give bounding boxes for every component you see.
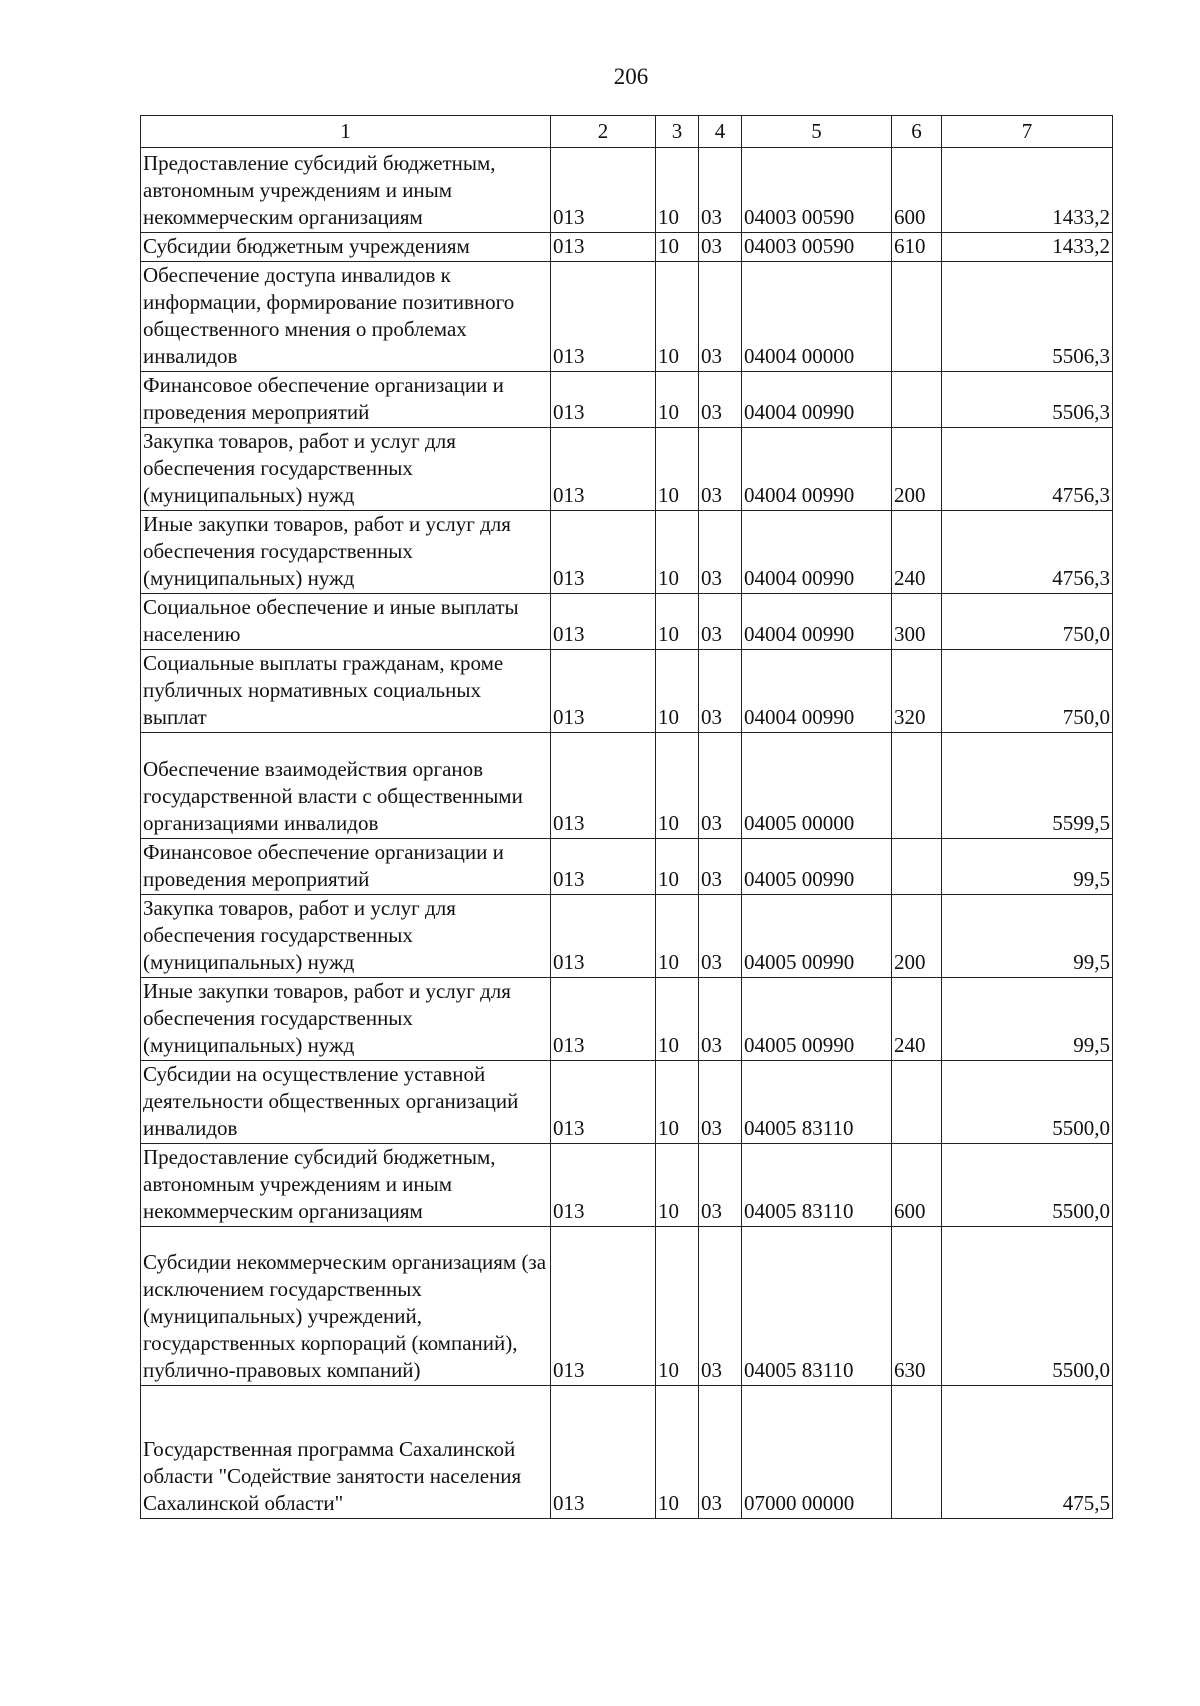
row-section-code: 10 [656, 1061, 699, 1144]
row-ministry-code: 013 [551, 733, 656, 839]
row-ministry-code: 013 [551, 233, 656, 262]
row-amount: 99,5 [942, 839, 1113, 895]
row-subsection-code: 03 [699, 1061, 742, 1144]
row-section-code: 10 [656, 148, 699, 233]
row-name: Обеспечение доступа инвалидов к информации, формирование позитивного общественного мнения о проблемах инвалидов [141, 262, 551, 372]
row-target-code: 04005 00990 [742, 895, 892, 978]
row-ministry-code: 013 [551, 1227, 656, 1386]
row-target-code: 04004 00990 [742, 511, 892, 594]
table-row [141, 1061, 1113, 1144]
row-name: Социальное обеспечение и иные выплаты населению [141, 594, 551, 650]
row-target-code: 04004 00990 [742, 650, 892, 733]
header-col-7: 7 [942, 116, 1113, 148]
row-subsection-code: 03 [699, 594, 742, 650]
row-ministry-code: 013 [551, 895, 656, 978]
row-name: Социальные выплаты гражданам, кроме публичных нормативных социальных выплат [141, 650, 551, 733]
row-section-code: 10 [656, 733, 699, 839]
row-name: Иные закупки товаров, работ и услуг для обеспечения государственных (муниципальных) нужд [141, 978, 551, 1061]
header-col-5: 5 [742, 116, 892, 148]
row-expense-code: 200 [892, 895, 942, 978]
row-name: Предоставление субсидий бюджетным, автономным учреждениям и иным некоммерческим организациям [141, 148, 551, 233]
row-expense-code: 300 [892, 594, 942, 650]
row-section-code: 10 [656, 262, 699, 372]
row-subsection-code: 03 [699, 895, 742, 978]
row-section-code: 10 [656, 511, 699, 594]
row-name: Закупка товаров, работ и услуг для обеспечения государственных (муниципальных) нужд [141, 428, 551, 511]
row-expense-code [892, 839, 942, 895]
row-ministry-code: 013 [551, 594, 656, 650]
row-name: Финансовое обеспечение организации и проведения мероприятий [141, 839, 551, 895]
row-section-code: 10 [656, 978, 699, 1061]
row-amount: 1433,2 [942, 233, 1113, 262]
table-row [141, 262, 1113, 372]
row-ministry-code: 013 [551, 978, 656, 1061]
table-row [141, 148, 1113, 233]
header-col-3: 3 [656, 116, 699, 148]
row-ministry-code: 013 [551, 839, 656, 895]
row-amount: 5500,0 [942, 1061, 1113, 1144]
row-subsection-code: 03 [699, 978, 742, 1061]
row-target-code: 04004 00000 [742, 262, 892, 372]
row-name: Субсидии бюджетным учреждениям [141, 233, 551, 262]
row-subsection-code: 03 [699, 1144, 742, 1227]
row-section-code: 10 [656, 1386, 699, 1519]
row-expense-code: 610 [892, 233, 942, 262]
row-amount: 750,0 [942, 594, 1113, 650]
row-ministry-code: 013 [551, 650, 656, 733]
row-subsection-code: 03 [699, 148, 742, 233]
row-amount: 99,5 [942, 895, 1113, 978]
row-expense-code: 200 [892, 428, 942, 511]
row-amount: 5506,3 [942, 372, 1113, 428]
row-ministry-code: 013 [551, 1061, 656, 1144]
table-row [141, 428, 1113, 511]
row-amount: 4756,3 [942, 428, 1113, 511]
row-subsection-code: 03 [699, 428, 742, 511]
row-name: Иные закупки товаров, работ и услуг для обеспечения государственных (муниципальных) нужд [141, 511, 551, 594]
row-subsection-code: 03 [699, 262, 742, 372]
header-col-2: 2 [551, 116, 656, 148]
row-expense-code: 320 [892, 650, 942, 733]
row-ministry-code: 013 [551, 1144, 656, 1227]
table-body [141, 148, 1113, 1519]
header-col-6: 6 [892, 116, 942, 148]
row-expense-code: 600 [892, 148, 942, 233]
row-name: Государственная программа Сахалинской области "Содействие занятости населения Сахалинской области" [141, 1386, 551, 1519]
row-expense-code: 240 [892, 978, 942, 1061]
row-amount: 5500,0 [942, 1227, 1113, 1386]
row-section-code: 10 [656, 1144, 699, 1227]
row-name: Закупка товаров, работ и услуг для обеспечения государственных (муниципальных) нужд [141, 895, 551, 978]
row-amount: 5599,5 [942, 733, 1113, 839]
row-ministry-code: 013 [551, 372, 656, 428]
row-expense-code [892, 733, 942, 839]
row-ministry-code: 013 [551, 1386, 656, 1519]
row-section-code: 10 [656, 1227, 699, 1386]
row-subsection-code: 03 [699, 1227, 742, 1386]
table-row [141, 839, 1113, 895]
row-amount: 4756,3 [942, 511, 1113, 594]
row-target-code: 07000 00000 [742, 1386, 892, 1519]
row-subsection-code: 03 [699, 1386, 742, 1519]
header-row [141, 116, 1113, 148]
row-target-code: 04005 83110 [742, 1227, 892, 1386]
row-expense-code [892, 262, 942, 372]
row-section-code: 10 [656, 233, 699, 262]
row-target-code: 04005 00000 [742, 733, 892, 839]
row-amount: 1433,2 [942, 148, 1113, 233]
row-subsection-code: 03 [699, 372, 742, 428]
budget-table [140, 115, 1113, 1519]
row-target-code: 04003 00590 [742, 148, 892, 233]
row-name: Финансовое обеспечение организации и проведения мероприятий [141, 372, 551, 428]
row-expense-code [892, 372, 942, 428]
page-number: 206 [613, 64, 649, 89]
header-col-1: 1 [141, 116, 551, 148]
row-ministry-code: 013 [551, 148, 656, 233]
table-row [141, 233, 1113, 262]
table-row [141, 733, 1113, 839]
row-name: Субсидии некоммерческим организациям (за исключением государственных (муниципальных) учреждений, государственных корпораций (компаний), публично-правовых компаний) [141, 1227, 551, 1386]
table-row [141, 1144, 1113, 1227]
row-section-code: 10 [656, 594, 699, 650]
row-target-code: 04005 83110 [742, 1144, 892, 1227]
row-name: Предоставление субсидий бюджетным, автономным учреждениям и иным некоммерческим организациям [141, 1144, 551, 1227]
row-ministry-code: 013 [551, 511, 656, 594]
row-target-code: 04005 83110 [742, 1061, 892, 1144]
row-section-code: 10 [656, 895, 699, 978]
row-expense-code [892, 1386, 942, 1519]
row-expense-code: 630 [892, 1227, 942, 1386]
row-expense-code: 240 [892, 511, 942, 594]
table-row [141, 895, 1113, 978]
row-amount: 5506,3 [942, 262, 1113, 372]
row-section-code: 10 [656, 839, 699, 895]
row-amount: 475,5 [942, 1386, 1113, 1519]
table-row [141, 650, 1113, 733]
table-row [141, 1386, 1113, 1519]
row-target-code: 04005 00990 [742, 839, 892, 895]
table-row [141, 594, 1113, 650]
row-expense-code: 600 [892, 1144, 942, 1227]
row-expense-code [892, 1061, 942, 1144]
row-ministry-code: 013 [551, 262, 656, 372]
row-section-code: 10 [656, 650, 699, 733]
table-row [141, 511, 1113, 594]
row-target-code: 04004 00990 [742, 428, 892, 511]
row-subsection-code: 03 [699, 511, 742, 594]
row-section-code: 10 [656, 428, 699, 511]
row-name: Обеспечение взаимодействия органов государственной власти с общественными организациями инвалидов [141, 733, 551, 839]
row-amount: 750,0 [942, 650, 1113, 733]
row-target-code: 04003 00590 [742, 233, 892, 262]
table-row [141, 1227, 1113, 1386]
row-amount: 99,5 [942, 978, 1113, 1061]
row-subsection-code: 03 [699, 839, 742, 895]
header-col-4: 4 [699, 116, 742, 148]
row-ministry-code: 013 [551, 428, 656, 511]
row-target-code: 04005 00990 [742, 978, 892, 1061]
row-section-code: 10 [656, 372, 699, 428]
row-subsection-code: 03 [699, 233, 742, 262]
row-name: Субсидии на осуществление уставной деятельности общественных организаций инвалидов [141, 1061, 551, 1144]
row-target-code: 04004 00990 [742, 372, 892, 428]
row-amount: 5500,0 [942, 1144, 1113, 1227]
row-subsection-code: 03 [699, 733, 742, 839]
table-row [141, 978, 1113, 1061]
table-row [141, 372, 1113, 428]
row-subsection-code: 03 [699, 650, 742, 733]
row-target-code: 04004 00990 [742, 594, 892, 650]
